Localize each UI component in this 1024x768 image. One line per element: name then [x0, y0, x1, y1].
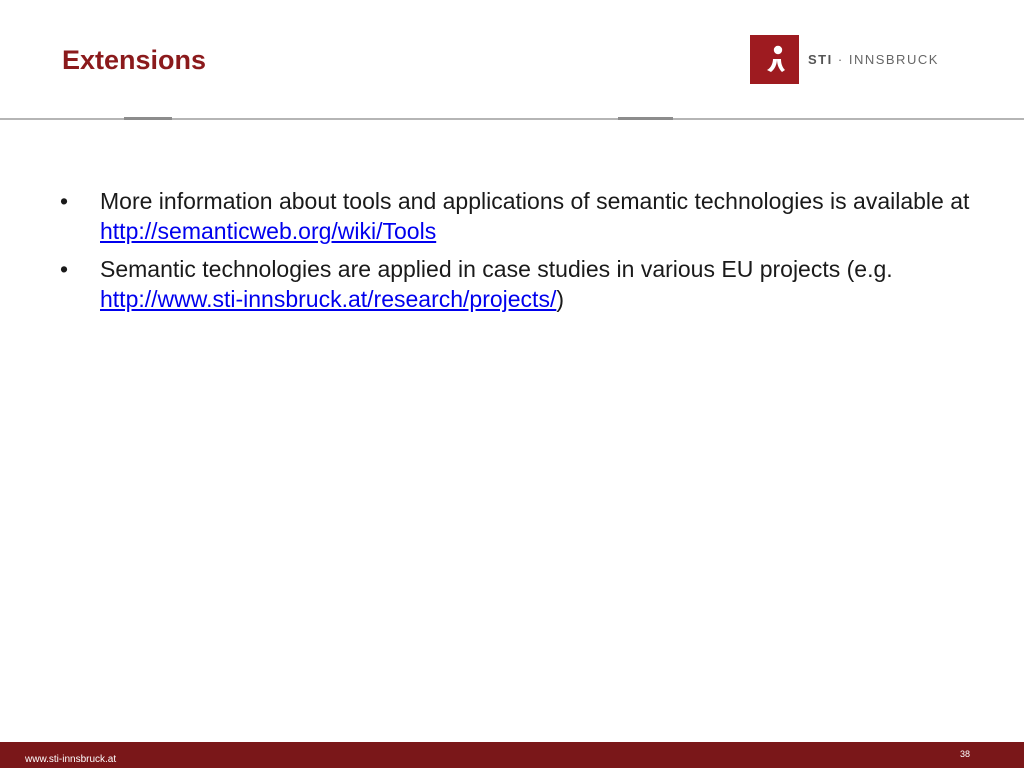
sti-innsbruck-logo	[750, 34, 939, 84]
footer-bar	[0, 742, 1024, 768]
logo-wordmark	[808, 52, 939, 67]
bullet-icon: •	[60, 188, 69, 214]
header-divider-accent	[124, 117, 172, 120]
logo-separator: ·	[837, 51, 844, 67]
sti-logo-mark-icon	[750, 35, 799, 84]
tools-wiki-link[interactable]: http://semanticweb.org/wiki/Tools	[100, 218, 437, 244]
footer-url: www.sti-innsbruck.at	[25, 754, 117, 765]
bullet-icon: •	[60, 256, 69, 282]
list-item	[60, 254, 970, 314]
bullet-text-after: )	[556, 286, 565, 312]
logo-suffix: INNSBRUCK	[848, 51, 939, 67]
bullet-text: Semantic technologies are applied in case studies in various EU projects (e.g.	[100, 256, 893, 282]
bullet-text: More information about tools and applications of semantic technologies is available at	[100, 188, 970, 214]
research-projects-link[interactable]: http://www.sti-innsbruck.at/research/projects/	[100, 286, 557, 312]
bullet-list	[60, 186, 970, 322]
slide-title: Extensions	[62, 45, 207, 75]
header-divider-accent	[618, 117, 673, 120]
list-item	[60, 186, 970, 246]
logo-brand: STI	[808, 51, 833, 67]
page-number: 38	[960, 749, 971, 759]
